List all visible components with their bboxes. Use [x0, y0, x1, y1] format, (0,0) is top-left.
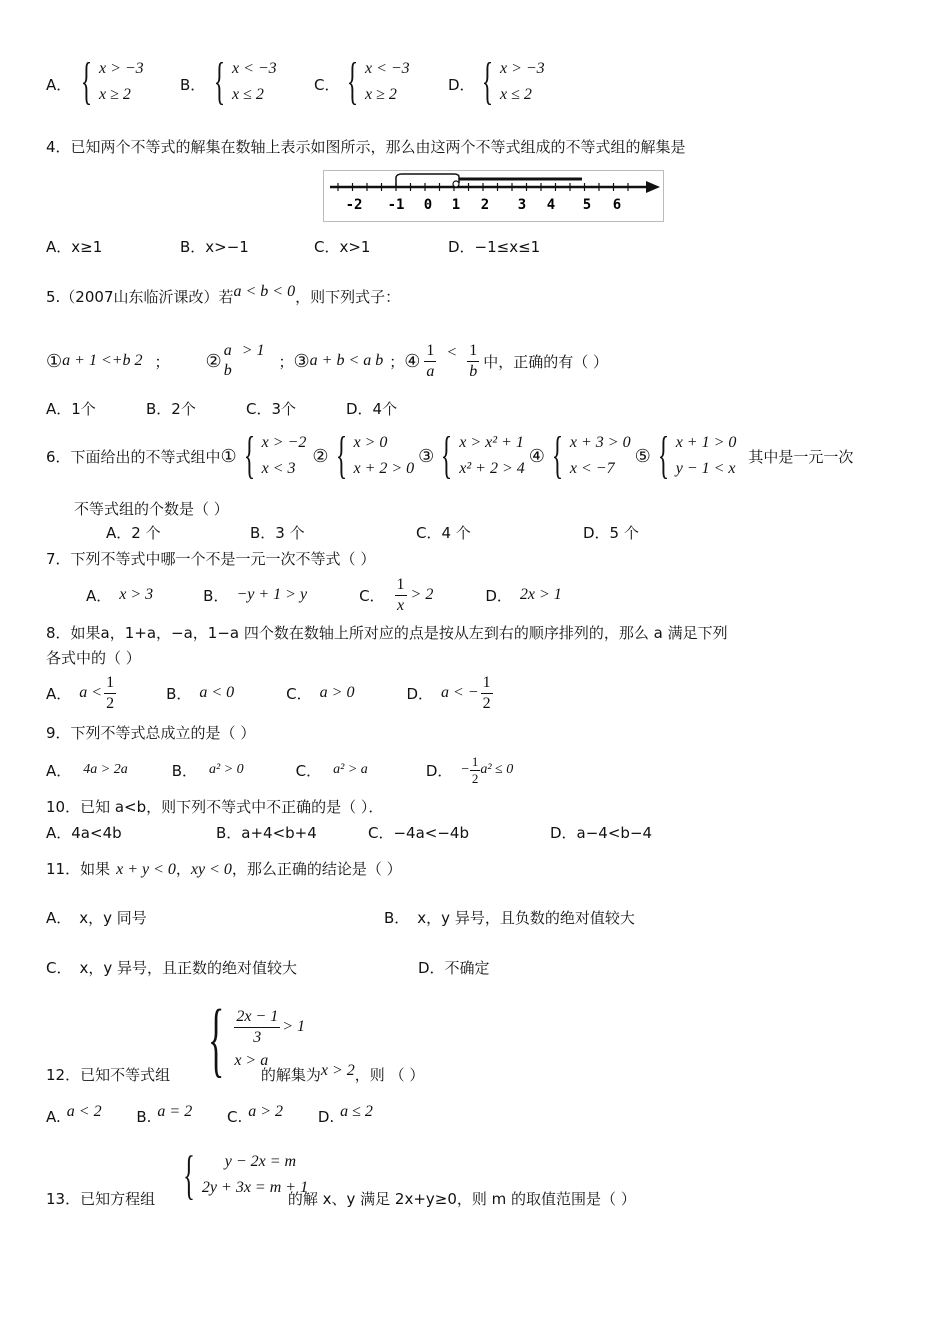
q6-option-b: B．3 个 — [250, 524, 305, 542]
q5-frac-1-over-a: $\frac{1}{a}$ — [426, 341, 435, 380]
q6-system-3: { x > x² + 1 x² + 2 > 4 — [441, 427, 525, 484]
q3-c-line1: x < −3 — [364, 60, 410, 77]
q6-stem: 6．下面给出的不等式组中 ① { x > −2 x < 3 ② { x > 0 x + 2 > 0 ③ { x > x² + 1 x² + 2 > 4 ④ { x + 3 > 0 x < −7 ⑤ { x + 1 > 0 y − 1 < x 其中是一元一次 — [46, 427, 854, 484]
q6-system-5: { x + 1 > 0 y − 1 < x — [657, 427, 737, 484]
q10-option-b: B．a+4<b+4 — [216, 824, 317, 842]
q5-frac-a-over-b: a b — [223, 342, 232, 379]
q3-d-line2: x ≤ 2 — [499, 86, 532, 103]
q13-system: { y − 2x = m 2y + 3x = m + 1 — [183, 1145, 309, 1205]
q11-option-b: B． x，y 异号，且负数的绝对值较大 — [384, 909, 635, 927]
axis-tick-label: 2 — [480, 197, 490, 213]
q5-option-b: B．2个 — [146, 400, 196, 418]
axis-tick-label: 3 — [517, 197, 527, 213]
q3-a-line2: x ≥ 2 — [98, 86, 131, 103]
q4-option-c: C．x>1 — [314, 238, 371, 256]
q5-stem: 5.（2007山东临沂课改）若a < b < 0，则下列式子： — [46, 283, 401, 306]
q3-option-b-system: { x < −3 x ≤ 2 — [213, 53, 277, 110]
q11-option-d: D．不确定 — [418, 959, 490, 977]
q3-option-c-label: C． — [314, 76, 340, 94]
q12-system: { $\frac{2x - 1}{3}$ > 1 x > a — [208, 993, 306, 1086]
q6-system-4: { x + 3 > 0 x < −7 — [551, 427, 631, 484]
q12-line2: x > a — [234, 1051, 269, 1069]
q8-stem-line2: 各式中的（ ） — [46, 649, 141, 667]
q3-d-line1: x > −3 — [499, 60, 545, 77]
q11-option-a: A． x，y 同号 — [46, 909, 147, 927]
q6-system-1: { x > −2 x < 3 — [243, 427, 307, 484]
q11-stem: 11．如果 x + y < 0，xy < 0，那么正确的结论是（ ） — [46, 860, 402, 878]
q3-b-line1: x < −3 — [231, 60, 277, 77]
q8-frac-half-d: $\frac{1}{2}$ — [482, 673, 491, 712]
q3-option-d-label: D． — [448, 76, 475, 94]
q13-line2: 2y + 3x = m + 1 — [201, 1179, 309, 1196]
q6-option-d: D．5 个 — [583, 524, 639, 542]
q10-stem: 10．已知 a<b，则下列不等式中不正确的是（ ）． — [46, 798, 384, 816]
axis-tick-label: -1 — [387, 197, 405, 213]
q4-option-a: A．x≥1 — [46, 238, 103, 256]
q3-option-a-label: A． — [46, 76, 72, 94]
q8-options: A． a < $\frac{1}{2}$ B． a < 0 C． a > 0 D． a < − $\frac{1}{2}$ — [46, 673, 491, 712]
q4-stem: 4．已知两个不等式的解集在数轴上表示如图所示，那么由这两个不等式组成的不等式组的解集是 — [46, 138, 686, 156]
axis-tick-label: 6 — [612, 197, 622, 213]
q6-stem-line2: 不等式组的个数是（ ） — [74, 500, 229, 518]
q5-option-c: C．3个 — [246, 400, 297, 418]
q3-option-b-label: B． — [180, 76, 206, 94]
q8-frac-half-a: $\frac{1}{2}$ — [106, 673, 115, 712]
axis-tick-label: 0 — [423, 197, 433, 213]
q12-options: A. a < 2 B. a = 2 C. a > 2 D. a ≤ 2 — [46, 1103, 373, 1126]
q5-option-d: D．4个 — [346, 400, 398, 418]
q8-stem-line1: 8．如果a，1+a，−a，1−a 四个数在数轴上所对应的点是按从左到右的顺序排列的，那么 a 满足下列 — [46, 624, 728, 642]
q12-stem: 12．已知不等式组 的解集为x > 2，则 （ ） — [46, 1062, 425, 1084]
q5-option-a: A．1个 — [46, 400, 96, 418]
q9-frac-half: $\frac{1}{2}$ — [471, 753, 479, 786]
axis-tick-label: 4 — [546, 197, 556, 213]
q10-option-d: D．a−4<b−4 — [550, 824, 653, 842]
q9-stem: 9．下列不等式总成立的是（ ） — [46, 724, 256, 742]
number-line-figure — [323, 170, 664, 222]
q3-a-line1: x > −3 — [98, 60, 144, 77]
q4-option-b: B．x>−1 — [180, 238, 249, 256]
q7-options: A． x > 3 B． −y + 1 > y C． $\frac{1}{x}$ > 2 D． 2x > 1 — [86, 575, 562, 614]
solution-ray-1 — [396, 174, 459, 187]
q4-option-d: D．−1≤x≤1 — [448, 238, 541, 256]
q3-b-line2: x ≤ 2 — [231, 86, 264, 103]
axis-tick-label: 5 — [582, 197, 592, 213]
q12-frac: $\frac{2x - 1}{3}$ — [236, 1007, 279, 1046]
q13-line1: y − 2x = m — [224, 1153, 297, 1170]
q3-option-c-system: { x < −3 x ≥ 2 — [346, 53, 410, 110]
q11-option-c: C． x，y 异号，且正数的绝对值较大 — [46, 959, 298, 977]
q7-stem: 7．下列不等式中哪一个不是一元一次不等式（ ） — [46, 550, 376, 568]
q5-frac-1-over-b: $\frac{1}{b}$ — [469, 341, 478, 380]
q3-option-a-system: { x > −3 x ≥ 2 — [80, 53, 144, 110]
axis-tick-label: -2 — [345, 197, 363, 213]
q13-stem: 13．已知方程组 的解 x、y 满足 2x+y≥0，则 m 的取值范围是（ ） — [46, 1190, 636, 1208]
q6-option-a: A．2 个 — [106, 524, 161, 542]
q9-options: A． 4a > 2a B． a² > 0 C． a² > a D． − $\frac{1}{2}$ a² ≤ 0 — [46, 753, 514, 786]
q3-option-d-system: { x > −3 x ≤ 2 — [481, 53, 545, 110]
number-line-svg — [324, 171, 663, 221]
q5-statements: ① a + 1 <+b 2 ； ② a b > 1 ； ③ a + b < a b ； ④ $\frac{1}{a}$ < $\frac{1}{b}$ 中，正确的有（ ） — [46, 341, 608, 380]
axis-arrow-icon — [646, 181, 660, 193]
open-point-icon — [453, 181, 459, 187]
q6-option-c: C．4 个 — [416, 524, 471, 542]
axis-tick-label: 1 — [451, 197, 461, 213]
q7-frac-1-over-x: $\frac{1}{x}$ — [396, 575, 405, 614]
q3-c-line2: x ≥ 2 — [364, 86, 397, 103]
q10-option-a: A．4a<4b — [46, 824, 122, 842]
q10-option-c: C．−4a<−4b — [368, 824, 469, 842]
q6-system-2: { x > 0 x + 2 > 0 — [335, 427, 415, 484]
